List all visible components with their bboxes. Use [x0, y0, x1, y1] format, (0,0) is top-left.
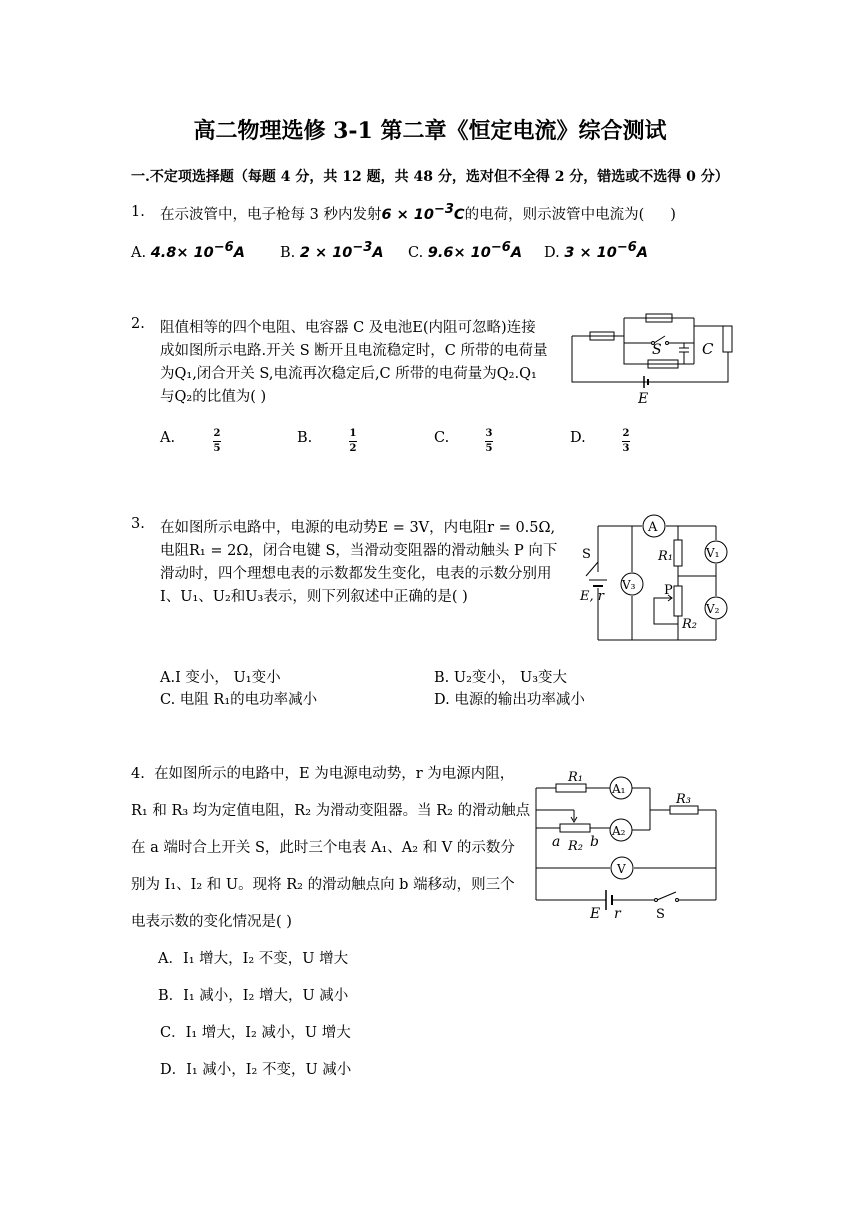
option-b[interactable]	[434, 666, 567, 687]
capacitor-c-label: C	[702, 340, 714, 358]
switch-s-label: S	[656, 907, 665, 922]
charge-value	[381, 202, 465, 223]
numerator: 2	[213, 428, 221, 439]
option-unit: A	[372, 244, 384, 261]
option-d[interactable]	[544, 240, 648, 261]
page-title: 高二物理选修 3-1 第二章《恒定电流》综合测试	[193, 118, 667, 144]
option-text: I 变小， U₁变小	[175, 670, 281, 686]
option-label: C.	[434, 430, 450, 446]
charge-exponent: −3	[433, 202, 454, 217]
option-label: D.	[544, 244, 560, 261]
option-a[interactable]	[160, 430, 175, 446]
charge-base: 6 × 10	[381, 206, 434, 223]
option-text: I₁ 增大，I₂ 不变，U 增大	[182, 951, 349, 967]
question-number: 3.	[131, 516, 145, 532]
option-a[interactable]	[160, 666, 281, 687]
stem-line: R₁ 和 R₃ 均为定值电阻，R₂ 为滑动变阻器。当 R₂ 的滑动触点	[131, 803, 531, 819]
question-number: 4.	[131, 766, 145, 782]
option-label: B.	[434, 670, 450, 686]
resistor-r1-label: R₁	[568, 770, 583, 785]
stem-line: 在如图所示电路中，电源的电动势E = 3V，内电阻r = 0.5Ω,	[160, 520, 556, 536]
option-b-fraction	[349, 424, 357, 455]
ammeter-a-label: A	[648, 520, 658, 535]
charge-unit: C	[453, 206, 465, 223]
option-exponent: −6	[490, 240, 511, 255]
end-b-label: b	[590, 834, 599, 850]
option-b[interactable]	[158, 984, 348, 1005]
switch-s-label: S	[582, 547, 591, 562]
denominator: 5	[213, 443, 221, 454]
resistor-r1-label: R₁	[658, 549, 673, 564]
ammeter-a1-label: A₁	[612, 782, 626, 796]
option-value: 3 × 10	[564, 244, 617, 261]
stem-line: 与Q₂的比值为( )	[160, 389, 267, 405]
option-text: I₁ 减小，I₂ 增大，U 减小	[183, 988, 349, 1004]
denominator: 2	[349, 443, 357, 454]
battery-e-label: E	[638, 391, 649, 407]
source-er-label: E, r	[580, 589, 604, 604]
option-a[interactable]	[158, 947, 348, 968]
option-b[interactable]	[297, 430, 312, 446]
option-label: A.	[160, 430, 176, 446]
voltmeter-v1-label: V₁	[706, 546, 720, 560]
option-label: B.	[297, 430, 313, 446]
resistor-r2-label: R₂	[682, 617, 697, 632]
resistor-r2-label: R₂	[568, 839, 583, 854]
option-exponent: −6	[213, 240, 234, 255]
q3-circuit-diagram	[578, 512, 734, 646]
option-c[interactable]	[434, 430, 449, 446]
option-d[interactable]	[160, 1058, 351, 1079]
stem-line: 为Q₁,闭合开关 S,电流再次稳定后,C 所带的电荷量为Q₂.Q₁	[160, 366, 537, 382]
stem-line: 成如图所示电路.开关 S 断开且电流稳定时，C 所带的电荷量	[160, 343, 548, 359]
stem-line: 滑动时，四个理想电表的示数都发生变化，电表的示数分别用	[160, 566, 552, 582]
slider-p-label: P	[664, 583, 673, 598]
q2-circuit-diagram	[568, 306, 740, 408]
stem-line: 阻值相等的四个电阻、电容器 C 及电池E(内阻可忽略)连接	[160, 320, 536, 336]
option-label: C.	[408, 244, 424, 261]
option-label: D.	[434, 692, 450, 708]
stem-text: 在示波管中，电子枪每 3 秒内发射	[160, 206, 382, 223]
voltmeter-v3-label: V₃	[622, 578, 636, 592]
stem-text: 的电荷，则示波管中电流为(	[464, 206, 645, 223]
stem-line: 电表示数的变化情况是( )	[131, 914, 292, 930]
option-b[interactable]	[280, 240, 384, 261]
option-label: D.	[570, 430, 586, 446]
option-text: 电源的输出功率减小	[454, 692, 585, 708]
option-d[interactable]	[570, 430, 586, 446]
end-a-label: a	[552, 834, 561, 850]
option-text: 电阻 R₁的电功率减小	[179, 692, 318, 708]
option-c[interactable]	[408, 240, 522, 261]
question-number: 1.	[131, 204, 145, 220]
question-number: 2.	[131, 316, 145, 332]
option-exponent: −6	[616, 240, 637, 255]
denominator: 5	[485, 443, 493, 454]
option-c[interactable]	[160, 688, 317, 709]
denominator: 3	[622, 443, 630, 454]
option-value: 9.6× 10	[427, 244, 491, 261]
option-label: C．	[160, 1025, 186, 1041]
numerator: 2	[622, 428, 630, 439]
option-c[interactable]	[160, 1021, 351, 1042]
option-value: 4.8× 10	[150, 244, 214, 261]
q4-circuit-diagram	[530, 766, 722, 922]
stem-line: 别为 I₁、I₂ 和 U。现将 R₂ 的滑动触点向 b 端移动，则三个	[131, 877, 515, 893]
option-value: 2 × 10	[299, 244, 353, 261]
voltmeter-v2-label: V₂	[706, 602, 720, 616]
voltmeter-v-label: V	[617, 862, 626, 876]
source-e-label: E	[590, 906, 601, 922]
stem-line	[131, 762, 514, 783]
numerator: 3	[485, 428, 493, 439]
numerator: 1	[349, 428, 357, 439]
option-text: I₁ 增大，I₂ 减小，U 增大	[185, 1025, 351, 1041]
option-label: B．	[158, 988, 184, 1004]
option-text: U₂变小， U₃变大	[449, 670, 568, 686]
switch-s-label: S	[652, 342, 662, 358]
question-stem	[160, 202, 676, 224]
section-heading: 一.不定项选择题（每题 4 分，共 12 题，共 48 分，选对但不全得 2 分，错选或不选得 0 分）	[131, 169, 729, 185]
option-text: I₁ 减小，I₂ 不变，U 减小	[186, 1062, 352, 1078]
option-exponent: −3	[352, 240, 373, 255]
stem-line: I、U₁、U₂和U₃表示，则下列叙述中正确的是( )	[160, 589, 468, 605]
option-a-fraction	[213, 424, 221, 455]
internal-r-label: r	[614, 906, 621, 922]
stem-line: 在 a 端时合上开关 S，此时三个电表 A₁、A₂ 和 V 的示数分	[131, 840, 515, 856]
option-unit: A	[510, 244, 523, 261]
option-a[interactable]	[131, 240, 245, 261]
option-c-fraction	[485, 424, 493, 455]
option-unit: A	[233, 244, 245, 261]
ammeter-a2-label: A₂	[612, 824, 626, 838]
option-d[interactable]	[434, 688, 585, 709]
option-label: B.	[280, 244, 296, 261]
stem-text: 在如图所示的电路中，E 为电源电动势，r 为电源内阻，	[154, 766, 515, 782]
option-label: D．	[160, 1062, 187, 1078]
option-label: C.	[160, 692, 176, 708]
option-d-fraction	[622, 424, 630, 455]
option-label: A.	[131, 244, 147, 261]
option-label: A.	[160, 670, 176, 686]
stem-line: 电阻R₁ = 2Ω，闭合电键 S，当滑动变阻器的滑动触头 P 向下	[160, 543, 558, 559]
option-unit: A	[636, 244, 649, 261]
stem-text: )	[670, 206, 676, 223]
option-label: A．	[158, 951, 183, 967]
resistor-r3-label: R₃	[676, 792, 691, 807]
